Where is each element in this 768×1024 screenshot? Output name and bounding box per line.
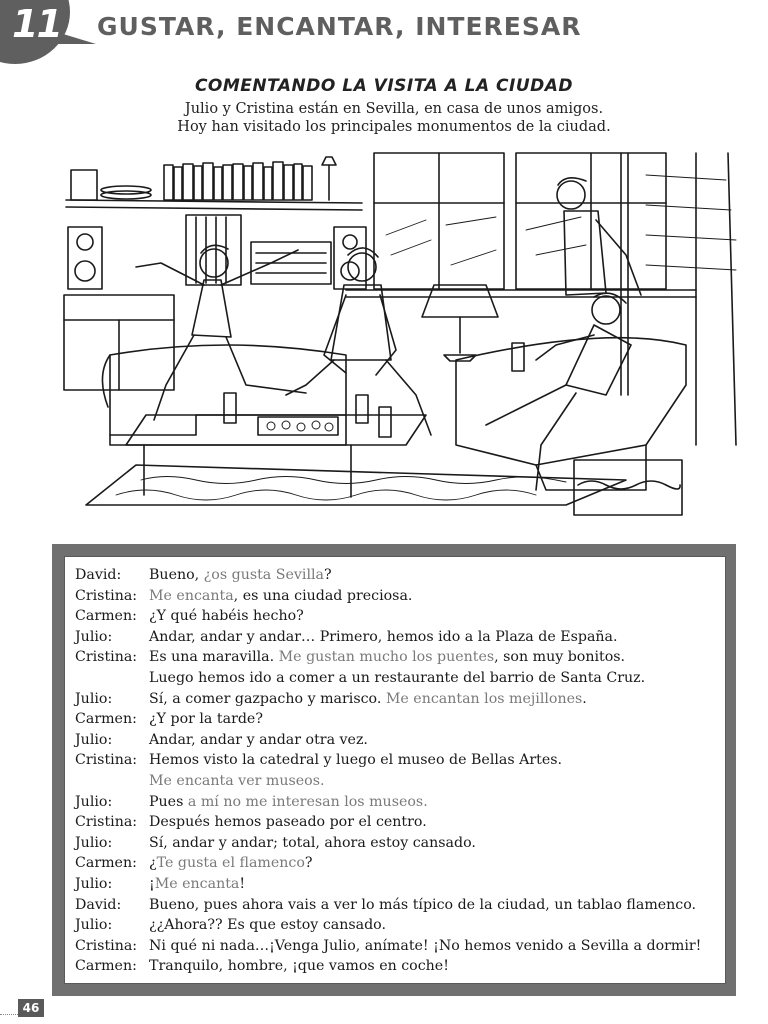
living-room-illustration [46,145,742,535]
dialogue-phrase: Sí, andar y andar; total, ahora estoy cansado. [149,834,476,851]
dialogue-phrase: Pues [149,793,188,810]
dialogue-text [149,917,386,933]
speaker-name: Carmen: [75,958,137,975]
speaker-name: Carmen: [75,855,137,872]
dialogue-text [149,629,618,645]
highlighted-phrase: Me encantan los mejillones [385,690,583,707]
speaker-name: Carmen: [75,608,137,625]
dialogue-phrase: Ni qué ni nada…¡Venga Julio, anímate! ¡No hemos venido a Sevilla a dormir! [149,937,702,954]
speaker-name: Cristina: [75,937,138,954]
dialogue-text [149,691,587,707]
speaker-name: Julio: [75,876,113,892]
dialogue-phrase: . [582,690,587,707]
dialogue-text [149,711,263,727]
page-number: 46 [18,999,44,1017]
dialogue-phrase: Andar, andar y andar… Primero, hemos ido a la Plaza de España. [149,628,618,645]
dialogue-text [149,835,476,851]
speaker-name: Julio: [75,731,113,748]
dialogue-text [149,958,449,974]
speaker-name: Cristina: [75,587,138,604]
dialogue-box [64,556,726,984]
dialogue-phrase: ¿¿Ahora?? Es que estoy cansado. [149,917,386,934]
intro-line-2: Hoy han visitado los principales monumentos de la ciudad. [177,119,611,135]
highlighted-phrase: ¿os gusta Sevilla [203,567,324,583]
speaker-name: David: [75,896,122,913]
dialogue-text [149,938,701,954]
dialogue-phrase: Andar, andar y andar otra vez. [149,731,368,748]
dialogue-text [149,649,625,665]
dialogue-phrase: ! [239,876,246,892]
dialogue-text [149,732,368,748]
intro-line-1: Julio y Cristina están en Sevilla, en casa de unos amigos. [184,101,604,117]
dialogue-phrase: ¿ [149,855,157,872]
speaker-name: Julio: [75,834,113,851]
dialogue-text [149,794,428,810]
dialogue-text [149,876,245,892]
dialogue-phrase: ¡ [149,876,155,892]
dialogue-text [149,588,412,604]
dialogue-text [149,897,696,913]
unit-number: 11 [12,2,61,46]
dialogue-phrase: Es una maravilla. [149,649,279,666]
dialogue-text [149,670,645,686]
dialogue-phrase: Después hemos paseado por el centro. [149,814,427,831]
highlighted-phrase: Me encanta [154,876,240,892]
dialogue-phrase: , son muy bonitos. [494,649,626,666]
speaker-name: Julio: [75,690,113,707]
dialogue-phrase: ? [304,855,313,872]
dialogue-text [149,773,324,789]
highlighted-phrase: Me gustan mucho los puentes [278,649,495,666]
speaker-name: David: [75,567,122,583]
highlighted-phrase: Me encanta [149,587,234,604]
dialogue-text [149,814,427,830]
highlighted-phrase: Me encanta ver museos. [149,773,325,789]
speaker-name: Cristina: [75,752,138,769]
unit-title: GUSTAR, ENCANTAR, INTERESAR [97,12,582,41]
speaker-name: Julio: [75,793,113,810]
dialogue-text [149,855,313,871]
speaker-name: Carmen: [75,711,137,728]
section-title: COMENTANDO LA VISITA A LA CIUDAD [194,76,574,96]
dialogue-phrase: Bueno, [149,567,204,583]
speaker-name: Julio: [75,628,113,645]
dialogue-text [149,752,562,768]
highlighted-phrase: a mí no me interesan los museos. [187,793,428,810]
dialogue-phrase: ¿Y por la tarde? [149,711,263,728]
dialogue-phrase: Luego hemos ido a comer a un restaurante del barrio de Santa Cruz. [149,670,646,686]
speaker-name: Cristina: [75,649,138,666]
dialogue-phrase: Tranquilo, hombre, ¡que vamos en coche! [149,958,449,975]
dialogue-phrase: Bueno, pues ahora vais a ver lo más típico de la ciudad, un tablao flamenco. [149,896,697,913]
dialogue-phrase: ? [323,567,332,583]
highlighted-phrase: Te gusta el flamenco [156,855,305,872]
dialogue-text [149,567,332,583]
speaker-name: Julio: [75,917,113,934]
dialogue-phrase: ¿Y qué habéis hecho? [149,608,304,625]
dialogue-text [149,608,304,624]
dialogue-phrase: , es una ciudad preciosa. [233,587,413,604]
dialogue-phrase: Hemos visto la catedral y luego el museo de Bellas Artes. [149,752,563,769]
dialogue-phrase: Sí, a comer gazpacho y marisco. [149,690,386,707]
speaker-name: Cristina: [75,814,138,831]
page-number-leader [0,1014,18,1015]
